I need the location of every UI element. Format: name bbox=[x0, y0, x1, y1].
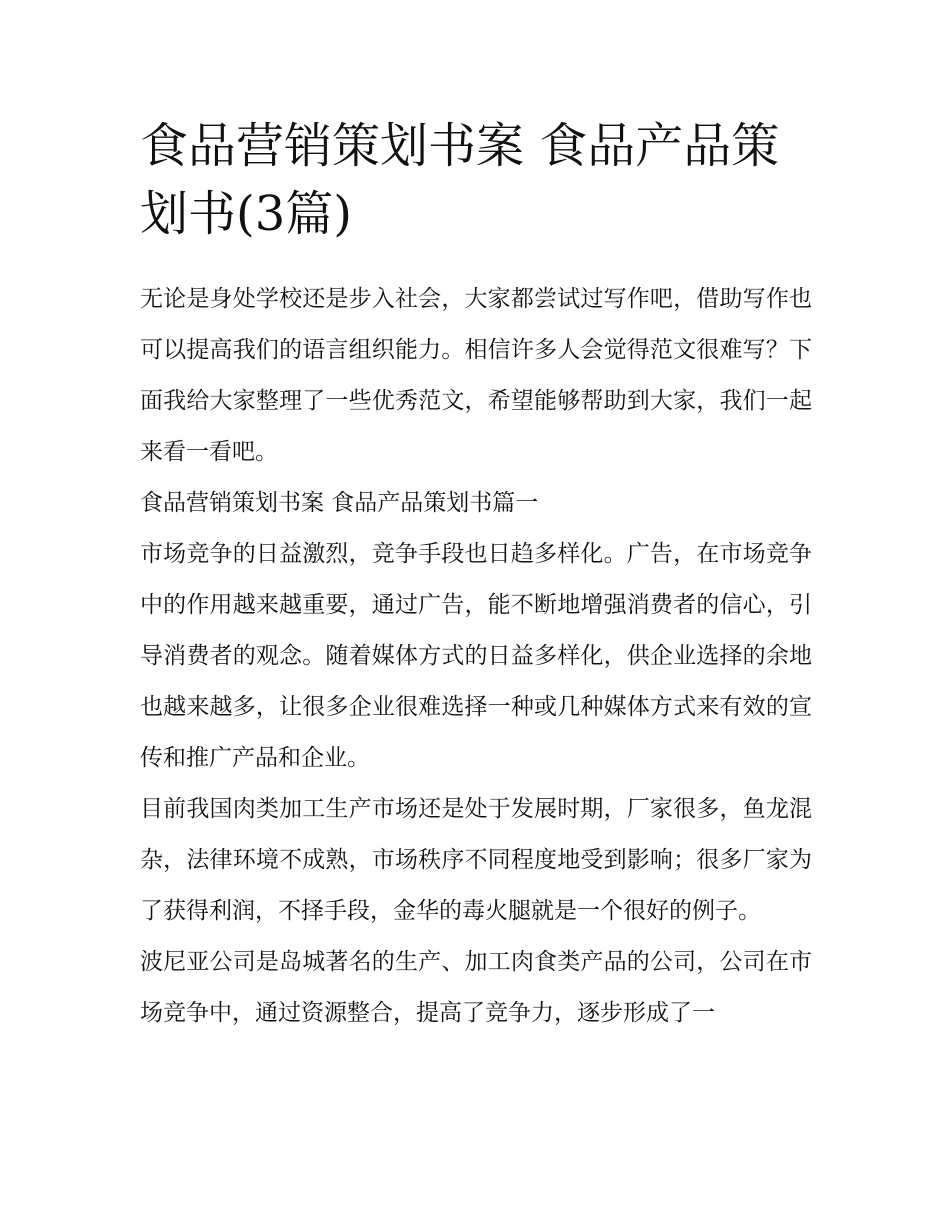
body-paragraph-1: 市场竞争的日益激烈，竞争手段也日趋多样化。广告，在市场竞争中的作用越来越重要，通过广告，能不断地增强消费者的信心，引导消费者的观念。随着媒体方式的日益多样化，供企业选择的余地也越来越多，让很多企业很难选择一种或几种媒体方式来有效的宣传和推广产品和企业。 bbox=[140, 541, 812, 771]
section-heading: 食品营销策划书案 食品产品策划书篇一 bbox=[140, 490, 539, 516]
intro-paragraph: 无论是身处学校还是步入社会，大家都尝试过写作吧，借助写作也可以提高我们的语言组织能力。相信许多人会觉得范文很难写？下面我给大家整理了一些优秀范文，希望能够帮助到大家，我们一起来看一看吧。 bbox=[140, 286, 812, 465]
body-paragraph-2: 目前我国肉类加工生产市场还是处于发展时期，厂家很多，鱼龙混杂，法律环境不成熟，市场秩序不同程度地受到影响；很多厂家为了获得利润，不择手段，金华的毒火腿就是一个很好的例子。 bbox=[140, 796, 812, 924]
document-page bbox=[140, 112, 812, 1039]
document-title: 食品营销策划书案 食品产品策划书(3篇) bbox=[140, 118, 780, 242]
body-paragraph-3: 波尼亚公司是岛城著名的生产、加工肉食类产品的公司，公司在市场竞争中，通过资源整合，提高了竞争力，逐步形成了一 bbox=[140, 949, 812, 1026]
